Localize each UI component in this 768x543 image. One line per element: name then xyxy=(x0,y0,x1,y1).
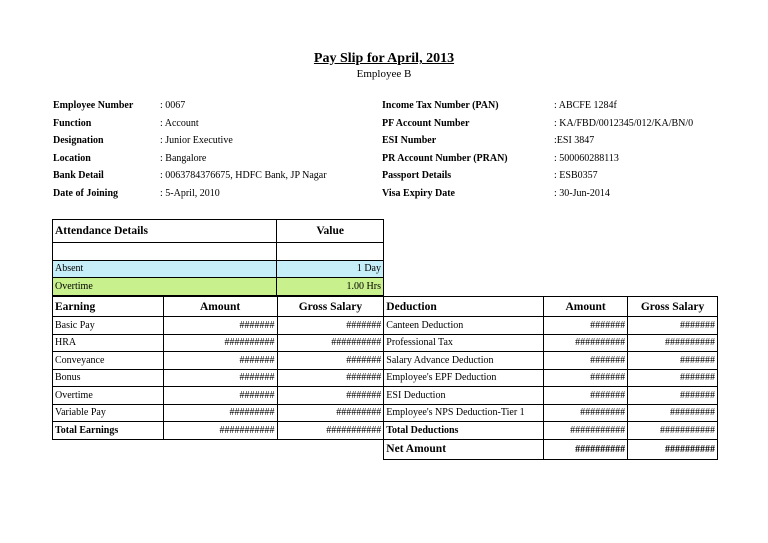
deduction-gross-heading: Gross Salary xyxy=(628,297,718,317)
earning-label: Variable Pay xyxy=(53,404,164,422)
info-row xyxy=(53,150,373,168)
deduction-label: Employee's EPF Deduction xyxy=(384,369,544,387)
info-value: : 30-Jun-2014 xyxy=(554,187,610,199)
attendance-row-absent xyxy=(53,260,384,278)
info-row xyxy=(53,167,373,185)
total-deductions-label: Total Deductions xyxy=(384,422,544,440)
info-label: Location xyxy=(53,152,91,164)
net-amount-gross: ########## xyxy=(628,439,718,459)
empty-cell xyxy=(53,439,164,459)
salary-row xyxy=(53,369,718,387)
attendance-value: 1.00 Hrs xyxy=(277,278,384,296)
info-row xyxy=(382,185,722,203)
info-value: : 0067 xyxy=(160,100,186,111)
info-label: Function xyxy=(53,117,92,129)
attendance-label: Absent xyxy=(53,260,277,278)
attendance-blank-cell xyxy=(53,243,277,261)
deduction-gross: ####### xyxy=(628,369,718,387)
deduction-gross: ######### xyxy=(628,404,718,422)
deduction-label: Canteen Deduction xyxy=(384,317,544,335)
empty-cell xyxy=(163,439,277,459)
info-row xyxy=(382,97,722,115)
empty-cell xyxy=(277,439,384,459)
net-amount-label: Net Amount xyxy=(384,439,544,459)
info-row xyxy=(53,132,373,150)
info-label: Employee Number xyxy=(53,100,134,111)
info-value: : Account xyxy=(160,117,199,129)
earning-label: Conveyance xyxy=(53,352,164,370)
info-value: : 0063784376675, HDFC Bank, JP Nagar xyxy=(160,170,327,182)
earning-amount-heading: Amount xyxy=(163,297,277,317)
deduction-label: Professional Tax xyxy=(384,334,544,352)
total-earnings-gross: ########### xyxy=(277,422,384,440)
earning-gross: ####### xyxy=(277,387,384,405)
deduction-amount: ####### xyxy=(544,387,628,405)
info-row xyxy=(53,115,373,133)
salary-row xyxy=(53,352,718,370)
earning-amount: ####### xyxy=(163,317,277,335)
earning-gross: ####### xyxy=(277,317,384,335)
deduction-amount: ########## xyxy=(544,334,628,352)
salary-row xyxy=(53,317,718,335)
info-value: : KA/FBD/0012345/012/KA/BN/0 xyxy=(554,117,694,129)
info-label: Passport Details xyxy=(382,170,452,182)
earning-gross: ####### xyxy=(277,352,384,370)
earning-amount: ########## xyxy=(163,334,277,352)
info-label: PR Account Number (PRAN) xyxy=(382,152,508,164)
employee-info-left xyxy=(53,97,373,203)
earning-amount: ####### xyxy=(163,369,277,387)
attendance-heading: Attendance Details xyxy=(53,220,277,243)
earning-label: Overtime xyxy=(53,387,164,405)
earning-gross: ######### xyxy=(277,404,384,422)
info-row xyxy=(382,115,722,133)
total-deductions-amount: ########### xyxy=(544,422,628,440)
info-label: PF Account Number xyxy=(382,117,470,129)
deduction-label: Employee's NPS Deduction-Tier 1 xyxy=(384,404,544,422)
deduction-gross: ####### xyxy=(628,352,718,370)
info-label: Income Tax Number (PAN) xyxy=(382,100,499,111)
deduction-heading: Deduction xyxy=(384,297,544,317)
info-row xyxy=(53,185,373,203)
salary-row xyxy=(53,334,718,352)
deduction-amount: ####### xyxy=(544,317,628,335)
info-row xyxy=(382,132,722,150)
deduction-gross: ####### xyxy=(628,317,718,335)
net-amount-row xyxy=(53,439,718,459)
net-amount-value: ########## xyxy=(544,439,628,459)
info-row xyxy=(382,150,722,168)
earning-label: HRA xyxy=(53,334,164,352)
attendance-value: 1 Day xyxy=(277,260,384,278)
info-value: : ESB0357 xyxy=(554,170,598,182)
earning-label: Bonus xyxy=(53,369,164,387)
salary-header-row xyxy=(53,297,718,317)
earning-gross: ####### xyxy=(277,369,384,387)
info-value: : Junior Executive xyxy=(160,135,233,147)
attendance-label: Overtime xyxy=(53,278,277,296)
totals-row xyxy=(53,422,718,440)
earning-amount: ####### xyxy=(163,387,277,405)
attendance-blank-cell xyxy=(277,243,384,261)
attendance-value-heading: Value xyxy=(277,220,384,243)
info-label: Date of Joining xyxy=(53,187,118,199)
employee-info-right xyxy=(382,97,722,203)
deduction-amount: ####### xyxy=(544,369,628,387)
total-earnings-label: Total Earnings xyxy=(53,422,164,440)
earning-gross: ########## xyxy=(277,334,384,352)
deduction-amount-heading: Amount xyxy=(544,297,628,317)
deduction-amount: ####### xyxy=(544,352,628,370)
deduction-label: Salary Advance Deduction xyxy=(384,352,544,370)
payslip-title: Pay Slip for April, 2013 xyxy=(313,51,455,66)
info-label: Designation xyxy=(53,135,104,147)
deduction-gross: ####### xyxy=(628,387,718,405)
earning-label: Basic Pay xyxy=(53,317,164,335)
salary-row xyxy=(53,387,718,405)
deduction-amount: ######### xyxy=(544,404,628,422)
info-value: :ESI 3847 xyxy=(554,135,595,147)
info-label: ESI Number xyxy=(382,135,437,147)
info-row xyxy=(382,167,722,185)
attendance-table xyxy=(52,219,384,296)
info-value: : 500060288113 xyxy=(554,152,619,164)
info-value: : Bangalore xyxy=(160,152,207,164)
earning-amount: ######### xyxy=(163,404,277,422)
total-deductions-gross: ########### xyxy=(628,422,718,440)
info-label: Visa Expiry Date xyxy=(382,187,455,199)
info-label: Bank Detail xyxy=(53,170,104,182)
attendance-row-overtime xyxy=(53,278,384,296)
earning-heading: Earning xyxy=(53,297,164,317)
employee-name: Employee B xyxy=(356,68,412,80)
earning-gross-heading: Gross Salary xyxy=(277,297,384,317)
earning-amount: ####### xyxy=(163,352,277,370)
info-value: : ABCFE 1284f xyxy=(554,100,617,111)
deduction-label: ESI Deduction xyxy=(384,387,544,405)
salary-row xyxy=(53,404,718,422)
salary-table xyxy=(52,296,718,460)
info-value: : 5-April, 2010 xyxy=(160,187,220,199)
total-earnings-amount: ########### xyxy=(163,422,277,440)
info-row xyxy=(53,97,373,115)
deduction-gross: ########## xyxy=(628,334,718,352)
